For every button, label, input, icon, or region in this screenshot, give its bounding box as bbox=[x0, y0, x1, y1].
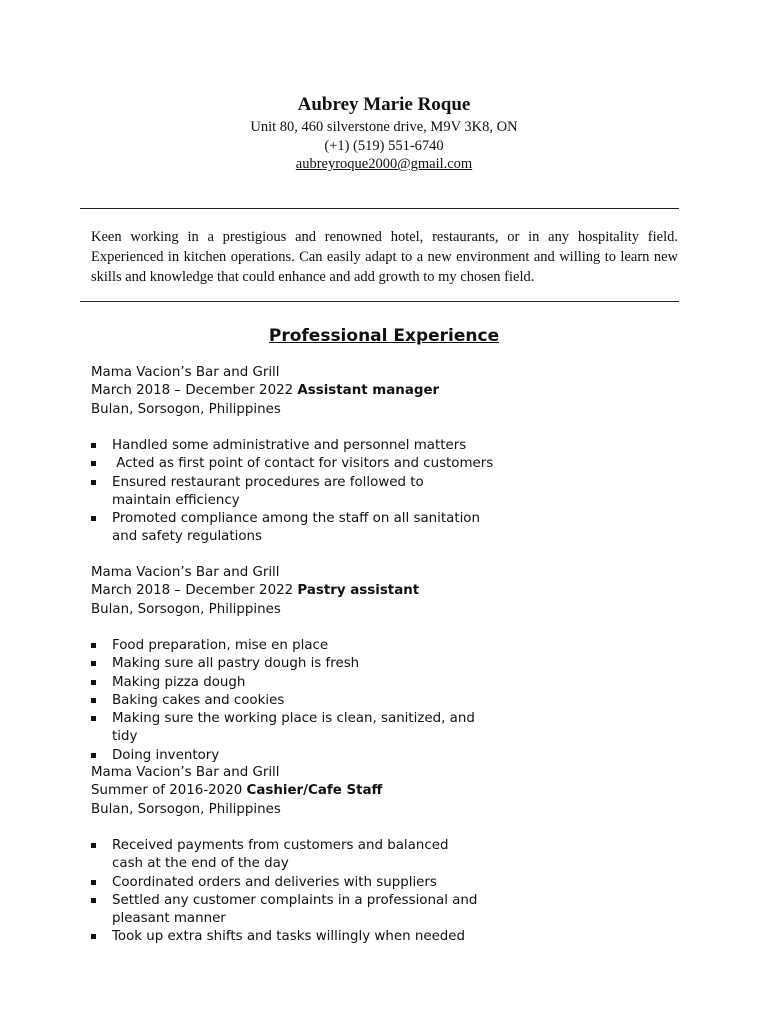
job-location: Bulan, Sorsogon, Philippines bbox=[91, 601, 281, 617]
job-entry bbox=[91, 564, 691, 619]
duty-text: Ensured restaurant procedures are followed to maintain efficiency bbox=[112, 474, 424, 508]
list-item bbox=[0, 837, 600, 874]
bullet-icon bbox=[91, 680, 96, 685]
list-item bbox=[0, 874, 600, 892]
job-dates-role bbox=[91, 582, 691, 600]
duty-list bbox=[0, 837, 600, 947]
section-title-experience: Professional Experience bbox=[268, 326, 500, 346]
list-item bbox=[0, 637, 600, 655]
duty-text: Received payments from customers and balanced cash at the end of the day bbox=[112, 838, 449, 872]
duty-text: Settled any customer complaints in a professional and pleasant manner bbox=[112, 892, 478, 927]
job-location: Bulan, Sorsogon, Philippines bbox=[91, 801, 281, 817]
bullet-icon bbox=[91, 716, 96, 721]
list-item bbox=[0, 747, 600, 765]
bullet-icon bbox=[91, 753, 96, 758]
duty-text: Making sure all pastry dough is fresh bbox=[112, 656, 360, 672]
job-entry bbox=[91, 364, 691, 419]
bullet-icon bbox=[91, 934, 96, 939]
job-entry bbox=[91, 764, 691, 819]
job-role: Pastry assistant bbox=[297, 583, 420, 599]
bullet-icon bbox=[91, 880, 96, 885]
duty-text: Baking cakes and cookies bbox=[112, 692, 285, 708]
job-dates: Summer of 2016-2020 bbox=[91, 783, 243, 799]
job-dates: March 2018 – December 2022 bbox=[91, 383, 294, 399]
applicant-name: Aubrey Marie Roque bbox=[297, 94, 471, 115]
bullet-icon bbox=[91, 643, 96, 648]
divider-bottom bbox=[80, 301, 679, 302]
list-item bbox=[0, 674, 600, 692]
duty-text: Acted as first point of contact for visitors and customers bbox=[112, 456, 494, 472]
list-item bbox=[0, 892, 600, 929]
list-item bbox=[0, 474, 600, 511]
list-item bbox=[0, 928, 600, 946]
job-dates-role bbox=[91, 782, 691, 800]
bullet-icon bbox=[91, 843, 96, 848]
job-employer: Mama Vacion’s Bar and Grill bbox=[91, 565, 280, 580]
job-role: Cashier/Cafe Staff bbox=[246, 783, 383, 799]
job-employer: Mama Vacion’s Bar and Grill bbox=[91, 365, 280, 380]
summary-paragraph: Keen working in a prestigious and renowned hotel, restaurants, or in any hospitality field. Experienced in kitchen operations. Can easily adapt to a new environment and willing to learn new skills and knowledge that could enhance and add growth to my chosen field. bbox=[91, 229, 678, 285]
duty-text: Coordinated orders and deliveries with suppliers bbox=[112, 874, 437, 890]
list-item bbox=[0, 455, 600, 473]
email-link[interactable]: aubreyroque2000@gmail.com bbox=[295, 156, 473, 172]
job-location: Bulan, Sorsogon, Philippines bbox=[91, 401, 281, 417]
job-role: Assistant manager bbox=[297, 383, 440, 399]
duty-text: Promoted compliance among the staff on all sanitation and safety regulations bbox=[112, 511, 480, 545]
bullet-icon bbox=[91, 698, 96, 703]
divider-top bbox=[80, 208, 679, 209]
job-dates-role bbox=[91, 382, 691, 400]
bullet-icon bbox=[91, 898, 96, 903]
address: Unit 80, 460 silverstone drive, M9V 3K8, ON bbox=[250, 119, 518, 135]
duty-text: Making sure the working place is clean, sanitized, and tidy bbox=[112, 711, 475, 745]
duty-text: Took up extra shifts and tasks willingly when needed bbox=[112, 929, 466, 945]
duty-list bbox=[0, 637, 600, 765]
list-item bbox=[0, 510, 600, 547]
duty-text: Making pizza dough bbox=[112, 674, 246, 690]
bullet-icon bbox=[91, 516, 96, 521]
duty-text: Doing inventory bbox=[112, 747, 220, 763]
list-item bbox=[0, 692, 600, 710]
job-employer: Mama Vacion’s Bar and Grill bbox=[91, 765, 280, 780]
resume-header bbox=[0, 92, 768, 174]
list-item bbox=[0, 437, 600, 455]
bullet-icon bbox=[91, 443, 96, 448]
phone-number: (+1) (519) 551-6740 bbox=[324, 137, 444, 154]
bullet-icon bbox=[91, 461, 96, 466]
bullet-icon bbox=[91, 661, 96, 666]
bullet-icon bbox=[91, 480, 96, 485]
list-item bbox=[0, 655, 600, 673]
job-dates: March 2018 – December 2022 bbox=[91, 583, 294, 599]
list-item bbox=[0, 710, 600, 747]
duty-text: Food preparation, mise en place bbox=[112, 638, 329, 653]
duty-list bbox=[0, 437, 600, 547]
duty-text: Handled some administrative and personnel matters bbox=[112, 438, 467, 453]
